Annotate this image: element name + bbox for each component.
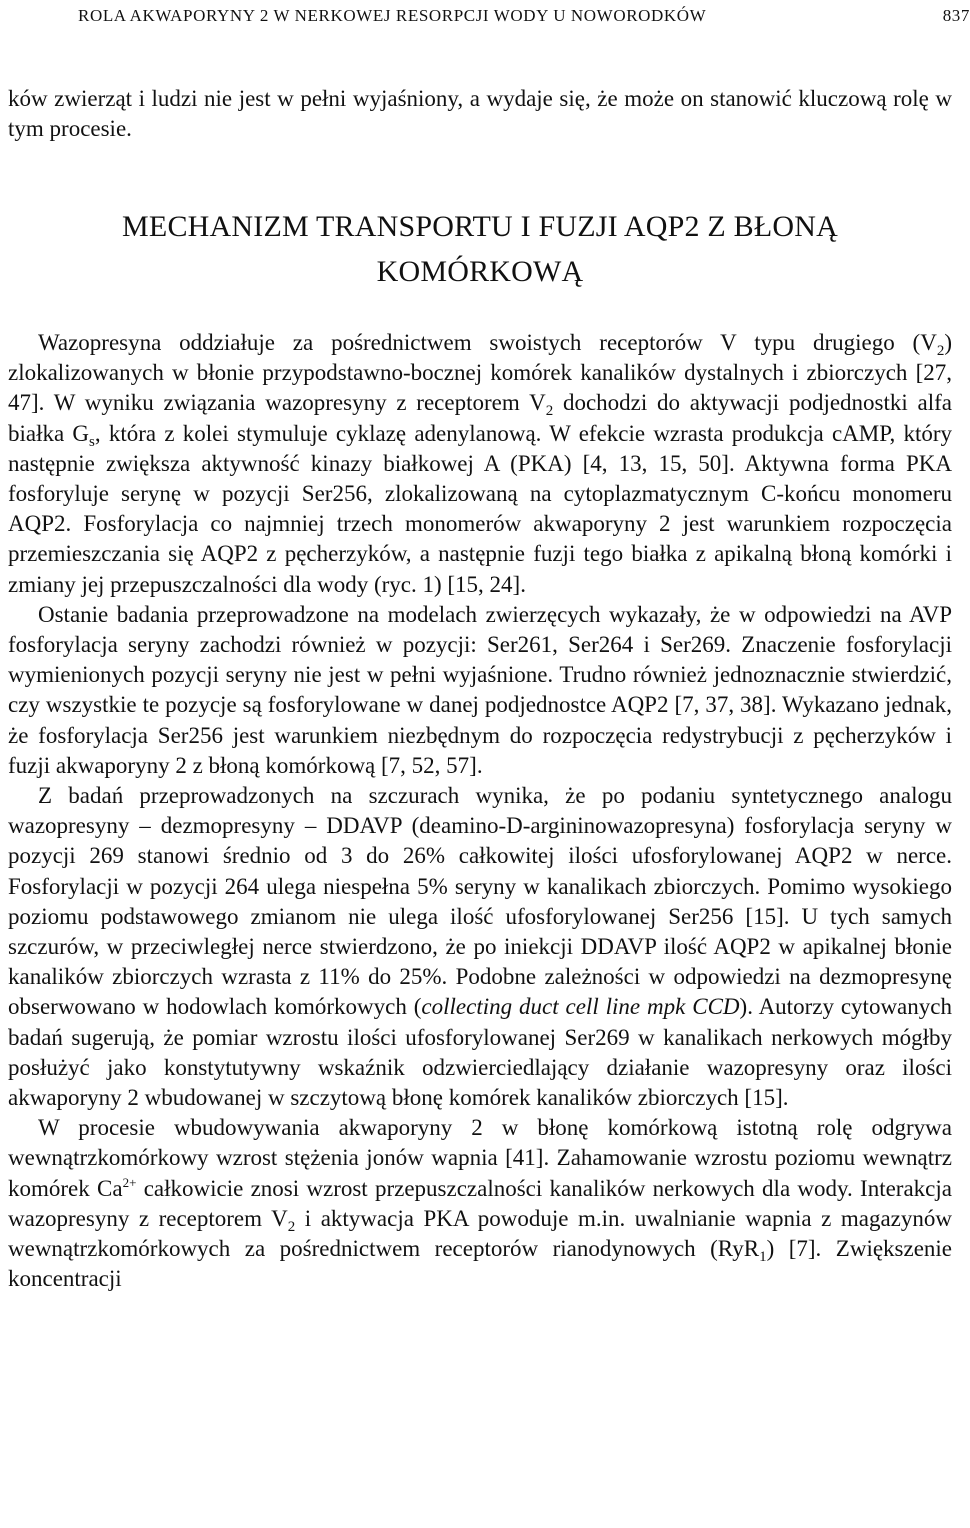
section-title-line-1: MECHANIZM TRANSPORTU I FUZJI AQP2 Z BŁONĄ: [122, 210, 838, 243]
intro-paragraph: [8, 84, 952, 144]
p4-text-d: ) [7]. Zwiększenie koncentracji: [8, 1236, 953, 1292]
p3-italic-term: collecting duct cell line mpk CCD: [421, 994, 740, 1020]
page-number: 837: [942, 6, 970, 25]
p1-subscript-a: 2: [936, 343, 945, 359]
p4-superscript-a: 2+: [122, 1174, 137, 1190]
section-heading: [8, 204, 952, 294]
p3-text-a: Z badań przeprowadzonych na szczurach wynika, że po podaniu syntetycznego analogu wazopresyny – dezmopresyny – DDAVP (deamino-D-argininowazopresyna) fosforylacja seryny w pozycji 269 stanowi średnio od 3 do 26% całkowitej ilości ufosforylowanej AQP2 w nerce. Fosforylacji w pozycji 264 ulega niespełna 5% seryny w kanalikach zbiorczych. Pomimo wysokiego poziomu podstawowego zmianom nie ulega ilość ufosforylowanej Ser256 [15]. U tych samych szczurów, w przeciwległej nerce stwierdzono, że po iniekcji DDAVP ilość AQP2 w apikalnej błonie kanalików zbiorczych wzrasta z 11% do 25%. Podobne zależności w odpowiedzi na dezmopresynę obserwowano w hodowlach komórkowych (: [8, 783, 952, 1020]
p4-subscript-c: 1: [759, 1249, 767, 1266]
section-title-line-2: KOMÓRKOWĄ: [376, 255, 584, 288]
p1-subscript-c: s: [89, 433, 95, 450]
p4-text-c: i aktywacja PKA powoduje m.in. uwalnianie wapnia z magazynów wewnątrzkomórkowych za pośrednictwem receptorów rianodynowych (RyR: [8, 1205, 952, 1262]
body-text: [8, 328, 952, 1295]
paragraph-1: [8, 328, 952, 600]
p1-subscript-b: 2: [545, 403, 554, 420]
p4-text-a: W procesie wbudowywania akwaporyny 2 w błonę komórkową istotną rolę odgrywa wewnątrzkomórkowy wzrost stężenia jonów wapnia [41]. Zahamowanie wzrostu poziomu wewnątrz komórek Ca: [8, 1115, 952, 1201]
running-title: ROLA AKWAPORYNY 2 W NERKOWEJ RESORPCJI WODY U NOWORODKÓW: [78, 6, 707, 25]
p1-text-d: , która z kolei stymuluje cyklazę adenylanową. W efekcie wzrasta produkcja cAMP, który następnie zwiększa aktywność kinazy białkowej A (PKA) [4, 13, 15, 50]. Aktywna forma PKA fosforyluje serynę w pozycji Ser256, zlokalizowaną na cytoplazmatycznym C-końcu monomeru AQP2. Fosforylacja co najmniej trzech monomerów akwaporyny 2 jest warunkiem rozpoczęcia przemieszczania się AQP2 z pęcherzyków, a następnie fuzji tego białka z apikalną błoną komórki i zmiany jej przepuszczalności dla wody (ryc. 1) [15, 24].: [8, 420, 952, 597]
p4-text-b: całkowicie znosi wzrost przepuszczalności kanalików nerkowych dla wody. Interakcja wazopresyny z receptorem V: [8, 1175, 952, 1231]
paragraph-3: [8, 781, 952, 1113]
p4-subscript-b: 2: [287, 1218, 296, 1235]
p1-text-b: ) zlokalizowanych w błonie przypodstawno-bocznej komórek kanalików dystalnych i zbiorczych [27, 47]. W wyniku związania wazopresyny z receptorem V: [8, 330, 952, 416]
paragraph-2: Ostanie badania przeprowadzone na modelach zwierzęcych wykazały, że w odpowiedzi na AVP fosforylacja seryny zachodzi również w pozycji: Ser261, Ser264 i Ser269. Znaczenie fosforylacji wymienionych pozycji seryny nie jest w pełni wyjaśnione. Trudno również jednoznacznie stwierdzić, czy wszystkie te pozycje są fosforylowane w danej podjednostce AQP2 [7, 37, 38]. Wykazano jednak, że fosforylacja Ser256 jest warunkiem niezbędnym do rozpoczęcia redystrybucji z pęcherzyków i fuzji akwaporyny 2 z błoną komórkową [7, 52, 57].: [8, 601, 952, 778]
p1-text-a: Wazopresyna oddziałuje za pośrednictwem swoistych receptorów V typu drugiego (V: [38, 330, 937, 355]
running-header: [78, 3, 970, 29]
paragraph-4: [8, 1113, 952, 1294]
p3-text-b: ). Autorzy cytowanych badań sugerują, że pomiar wzrostu ilości ufosforylowanej Ser269 w kanalikach nerkowych mógłby posłużyć jako konstytutywny wskaźnik odzwierciedlający działanie wazopresyny oraz ilości akwaporyny 2 wbudowanej w szczytową błonę komórek kanalików zbiorczych [15].: [8, 994, 952, 1111]
p1-text-c: dochodzi do aktywacji podjednostki alfa białka G: [8, 390, 952, 446]
intro-text: ków zwierząt i ludzi nie jest w pełni wyjaśniony, a wydaje się, że może on stanowić kluczową rolę w tym procesie.: [8, 86, 952, 142]
